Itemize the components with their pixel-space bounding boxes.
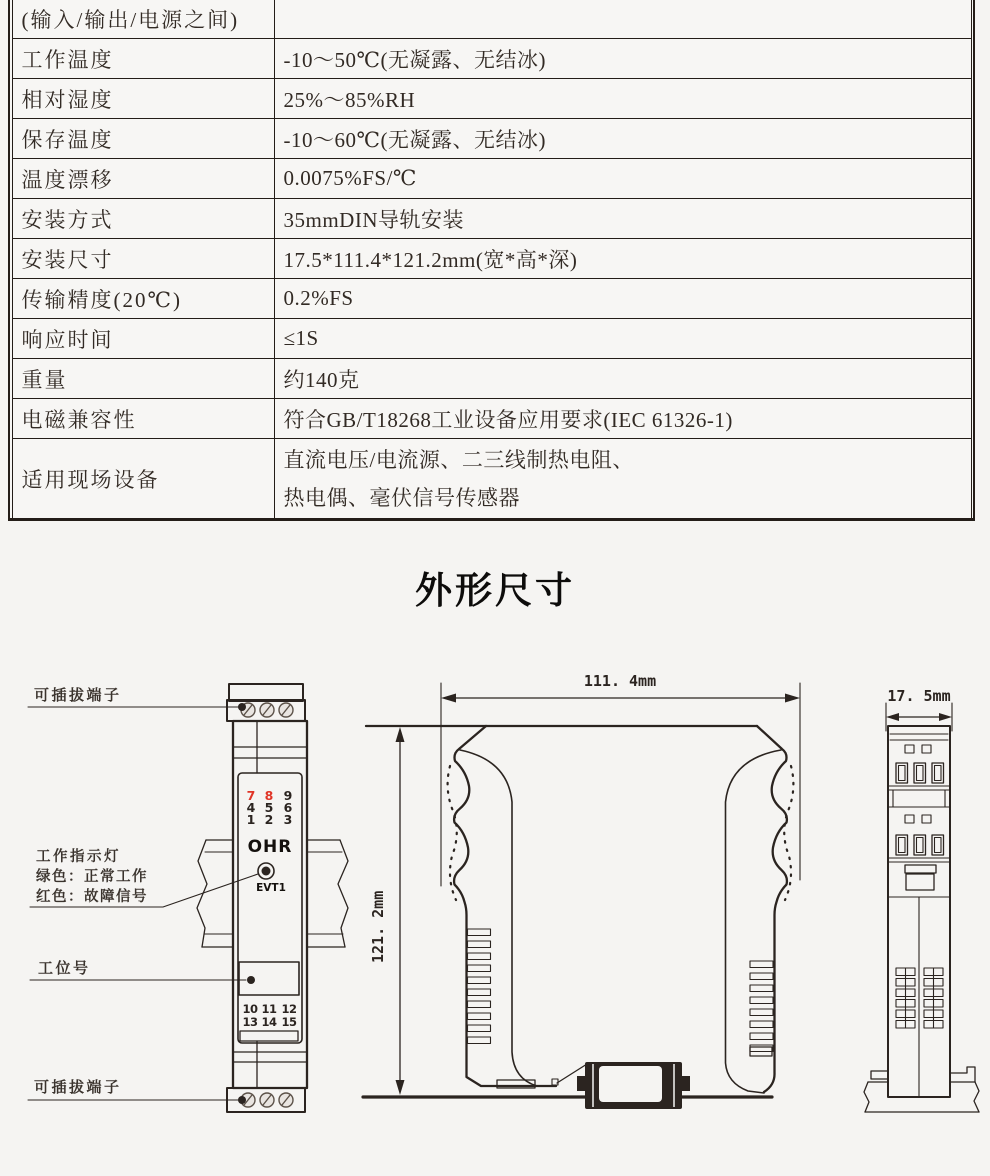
leader-dot — [238, 703, 246, 711]
svg-text:6: 6 — [283, 800, 293, 815]
spec-value: 0.0075%FS/℃ — [283, 166, 417, 190]
spec-label: 安装方式 — [13, 199, 275, 238]
svg-text:15: 15 — [281, 1015, 297, 1029]
dimension-width — [441, 672, 800, 886]
din-rail-section-icon — [864, 1067, 979, 1112]
terminal-block-top — [227, 684, 305, 721]
arrowhead-icon — [939, 713, 952, 721]
svg-text:7: 7 — [246, 788, 256, 803]
svg-text:12: 12 — [281, 1002, 297, 1016]
housing-outline — [366, 726, 793, 1093]
spec-value: -10～50℃(无凝露、无结冰) — [283, 47, 546, 72]
spec-label: 温度漂移 — [13, 159, 275, 198]
arrowhead-icon — [886, 713, 899, 721]
terminal-cutouts-2 — [896, 815, 944, 855]
ohr-logo: OHR — [247, 837, 293, 857]
svg-text:2: 2 — [264, 812, 274, 827]
status-led-icon — [258, 863, 274, 879]
outline-drawing — [0, 656, 990, 1176]
table-row — [13, 398, 971, 438]
spec-value: -10～60℃(无凝露、无结冰) — [283, 127, 546, 152]
svg-text:11: 11 — [261, 1002, 277, 1016]
label-station-number: 工位号 — [38, 960, 91, 977]
side-view — [363, 672, 800, 1109]
table-row — [13, 0, 971, 38]
section-title: 外形尺寸 — [415, 570, 575, 611]
front-view-callouts — [28, 686, 258, 1100]
svg-text:13: 13 — [242, 1015, 258, 1029]
table-row — [13, 38, 971, 78]
spec-label: 传输精度(20℃) — [13, 279, 275, 318]
leader-dot — [238, 1096, 246, 1104]
module-body — [233, 721, 307, 1088]
svg-text:1: 1 — [246, 812, 256, 827]
arrowhead-icon — [785, 694, 800, 703]
outline-drawing-svg — [0, 656, 990, 1176]
vent-slots — [468, 929, 774, 1052]
spec-value: 25%～85%RH — [283, 87, 416, 112]
leader-dot — [247, 976, 255, 984]
table-row — [13, 198, 971, 238]
front-view — [28, 684, 348, 1112]
spec-value-line1: 直流电压/电流源、二三线制热电阻、 — [283, 447, 634, 472]
table-row — [13, 158, 971, 198]
spec-label: 重量 — [13, 359, 275, 398]
label-pluggable-terminal-top: 可插拔端子 — [34, 687, 122, 704]
din-clip-icon — [577, 1062, 690, 1109]
spec-label: 电磁兼容性 — [13, 399, 275, 438]
spec-value — [275, 439, 971, 518]
label-indicator-green: 绿色：正常工作 — [36, 869, 148, 885]
spec-value-line2: 热电偶、毫伏信号传感器 — [283, 485, 520, 510]
spec-value — [275, 0, 971, 38]
terminal-numbers-top — [247, 788, 293, 827]
svg-text:10: 10 — [242, 1002, 258, 1016]
svg-text:4: 4 — [246, 800, 256, 815]
svg-text:5: 5 — [264, 800, 274, 815]
latch-icon — [905, 865, 936, 890]
table-row — [13, 118, 971, 158]
svg-text:14: 14 — [261, 1015, 277, 1029]
svg-text:9: 9 — [283, 788, 293, 803]
spec-value: 0.2%FS — [283, 286, 354, 310]
label-indicator-red: 红色：故障信号 — [36, 889, 148, 905]
table-row — [13, 278, 971, 318]
label-pluggable-terminal-bottom: 可插拔端子 — [34, 1079, 122, 1096]
led-label: EVT1 — [256, 882, 286, 894]
spec-value: 符合GB/T18268工业设备应用要求(IEC 61326-1) — [283, 407, 733, 432]
spec-value: 35mmDIN导轨安装 — [283, 207, 464, 232]
spec-label: 工作温度 — [13, 39, 275, 78]
spec-label: 安装尺寸 — [13, 239, 275, 278]
table-row — [13, 318, 971, 358]
width-dim-label: 111. 4mm — [583, 672, 657, 690]
dimension-height — [369, 727, 405, 1095]
terminal-cutouts-1 — [896, 745, 944, 783]
spec-value: 约140克 — [283, 367, 360, 392]
terminal-block-bottom — [227, 1088, 305, 1112]
table-row — [13, 78, 971, 118]
label-indicator-title: 工作指示灯 — [36, 849, 121, 865]
table-row — [13, 358, 971, 398]
spec-label: 响应时间 — [13, 319, 275, 358]
spec-label: 相对湿度 — [13, 79, 275, 118]
table-row — [13, 438, 971, 518]
height-dim-label: 121. 2mm — [369, 890, 387, 963]
spec-table — [8, 0, 975, 521]
svg-text:3: 3 — [283, 812, 293, 827]
arrowhead-icon — [441, 694, 456, 703]
spec-value: 17.5*111.4*121.2mm(宽*高*深) — [283, 247, 578, 272]
spec-label: (输入/输出/电源之间) — [13, 0, 275, 38]
arrowhead-icon — [396, 1080, 405, 1095]
screw-icon — [241, 1093, 293, 1107]
arrowhead-icon — [396, 727, 405, 742]
svg-text:8: 8 — [264, 788, 274, 803]
depth-dim-label: 17. 5mm — [887, 687, 951, 705]
top-view — [864, 687, 979, 1112]
spec-label: 保存温度 — [13, 119, 275, 158]
dimension-depth — [886, 687, 952, 731]
screw-icon — [241, 703, 293, 717]
spec-table-inner — [12, 0, 972, 518]
table-row — [13, 238, 971, 278]
spec-label: 适用现场设备 — [13, 439, 275, 518]
spec-value: ≤1S — [283, 326, 319, 350]
terminal-numbers-bottom — [242, 1002, 297, 1029]
